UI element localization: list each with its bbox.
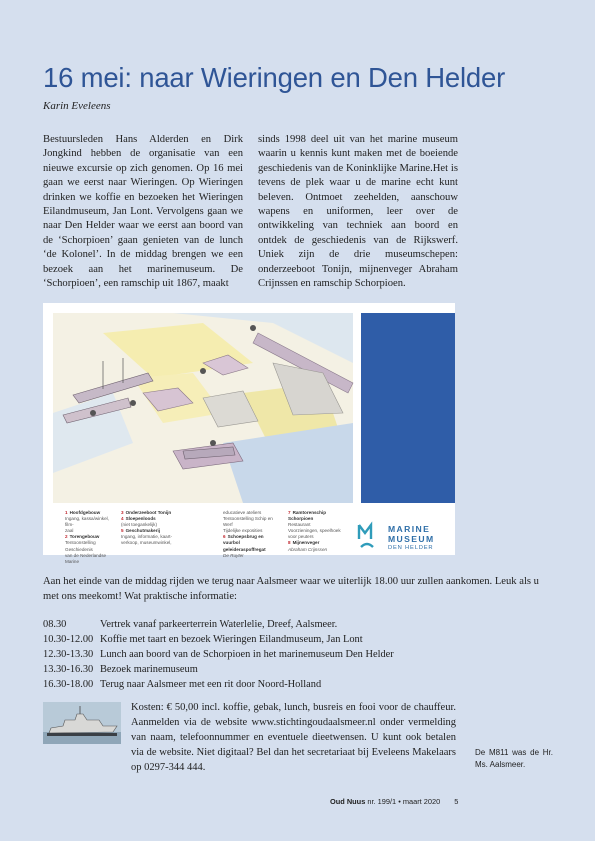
legend-item [65,510,117,534]
marker-5 [90,410,96,416]
legend-item [223,534,281,546]
legend-number: 8 [288,540,291,546]
schedule-time: 08.30 [43,619,67,630]
map-legend-col-2 [121,510,179,547]
photo-caption: De M811 was de Hr. Ms. Aalsmeer. [475,748,553,769]
schedule-description: Vertrek vanaf parkeerterrein Waterlelie, Dreef, Aalsmeer. [100,619,338,630]
legend-line: Tijdelijke exposities [223,528,263,534]
marine-museum-logo-text [388,525,435,554]
legend-number: 4 [121,516,124,522]
legend-heading [223,534,281,546]
article-text-1: Bestuursleden Hans Alderden en Dirk Jongkind hebben de organisatie van een nieuwe excursie op zich genomen. Op 16 mei gaan we eerst naar Wieringen. Op Wieringen drinken we koffie en bezoeken het Wieringen Eilandmuseum, Jan Lont. Vervolgens gaan we naar Den Helder waar we eerst aan boord van de ‘Schorpioen’ gaan genieten van de lunch ‘de Kolonel’. In de middag brengen we een bezoek aan het marinemuseum. De ‘Schorpioen’, een ramschip uit 1867, maakt [43,134,243,290]
page-footer [330,797,458,806]
legend-heading-text: Mijnenveger [292,540,320,546]
legend-number: 2 [65,534,68,540]
legend-line: Restaurant [288,522,311,528]
legend-heading-text: Onderzeeboot Tonijn [125,510,172,515]
publication-name: Oud Nuus [330,797,366,806]
legend-line: voor peuters [288,534,314,540]
map-legend-col-3 [223,510,281,559]
legend-item [65,534,117,564]
legend-line: van de Nederlandse Marine [65,552,107,564]
schedule-row [43,632,394,647]
legend-line: educatieve ateliers [223,510,262,515]
schedule-time: 16.30-18.00 [43,679,94,690]
schedule-row [43,662,394,677]
legend-line: verkoop, museumwinkel, [121,540,172,546]
legend-heading-text: Ramtorenschip Schorpioen [288,510,327,522]
legend-italic: Abraham Crijnssen [288,546,328,552]
logo-line-3: DEN HELDER [388,545,434,552]
legend-heading-text: Torengebouw [69,534,100,540]
schedule-time: 10.30-12.00 [43,634,94,645]
legend-line: Ingang, kassa/winkel, film- [65,516,109,528]
author-byline: Karin Eveleens [43,100,111,112]
schedule-description: Terug naar Aalsmeer met een rit door Noord-Holland [100,679,322,690]
marine-museum-logo-icon [359,525,373,547]
ship-photo [43,702,121,744]
legend-line: Tentoonstelling Schip en Werf [223,516,273,528]
schedule-description: Bezoek marinemuseum [100,664,198,675]
costs-paragraph: Kosten: € 50,00 incl. koffie, gebak, lunch, busreis en fooi voor de chauffeur. Aanmelden via de website www.stichtingoudaalsmeer.nl onder vermelding van naam, telefoonnummer en eventuele dieetwensen. U kunt ook betalen via de website. Niet digitaal? Bel dan het secretariaat bij Eveleens Makelaars op 0297-344 444. [131,702,456,773]
schedule-row [43,617,394,632]
legend-heading-text: Sloepenloods [125,516,156,522]
page-number: 5 [454,797,459,806]
issue-info: nr. 199/1 • maart 2020 [367,797,441,806]
ship-photo-waterline [47,733,117,736]
page-title: 16 mei: naar Wieringen en Den Helder [43,62,506,93]
legend-heading-text: geleideraspoffregat [223,546,266,552]
marker-2 [200,368,206,374]
map-blue-panel [361,313,455,503]
legend-line: (niet toegankelijk) [121,522,158,528]
legend-item [288,510,348,540]
legend-line: Ingang, informatie, kaart- [121,534,173,540]
schedule-time: 13.30-16.30 [43,664,94,675]
legend-number: 3 [121,510,124,515]
article-text-2: sinds 1998 deel uit van het marine museum waarin u kennis kunt maken met de boeiende geschiedenis van de Koninklijke Marine.Het is tevens de plek waar u de marine echt kunt beleven. Ontmoet zeehelden, aanschouw wapens en uniformen, leer over de ontwikkeling van techniek aan boord en ontdek de geschiedenis van de Rijkswerf. Uniek zijn de drie museumschepen: onderzeeboot Tonijn, mijnenveger Abraham Crijnssen en ramschip Schorpioen. [258,134,458,290]
marker-4 [130,400,136,406]
legend-line: Tentoonstelling Geschiedenis [65,540,96,552]
legend-item [121,528,179,546]
schedule-description: Koffie met taart en bezoek Wieringen Eilandmuseum, Jan Lont [100,634,363,645]
legend-line: Voorzieningen, speelhoek [288,528,341,534]
article-column-2 [258,133,458,291]
article-column-1 [43,133,243,291]
schedule-list [43,617,394,692]
schedule-row [43,677,394,692]
legend-heading-text: Schoepsbrug en vuurbol [223,534,264,546]
legend-line: zaal [65,528,74,534]
legend-number: 1 [65,510,68,515]
legend-heading [288,510,348,522]
legend-number: 5 [121,528,124,534]
marker-3 [210,440,216,446]
logo-line-2: MUSEUM [388,533,435,544]
closing-paragraph: Aan het einde van de middag rijden we terug naar Aalsmeer waar we uiterlijk 18.00 uur zullen aankomen. Leuk als u met ons meekomt! Wat praktische informatie: [43,576,539,602]
logo-line-1: MARINE [388,524,431,534]
map-legend-col-4 [288,510,348,553]
schedule-row [43,647,394,662]
legend-italic: De Ruyter [223,552,244,558]
marker-1 [250,325,256,331]
legend-heading-text: Hoofdgebouw [69,510,101,515]
schedule-time: 12.30-13.30 [43,649,94,660]
schedule-description: Lunch aan boord van de Schorpioen in het marinemuseum Den Helder [100,649,394,660]
legend-number: 6 [223,534,226,540]
legend-item [288,540,348,552]
legend-heading-text: Geschutmakerij [125,528,161,534]
legend-item [121,516,179,528]
legend-item [223,547,281,559]
museum-map-figure [43,303,455,564]
map-legend-col-1 [65,510,117,565]
legend-number: 7 [288,510,291,515]
legend-item [223,510,281,534]
